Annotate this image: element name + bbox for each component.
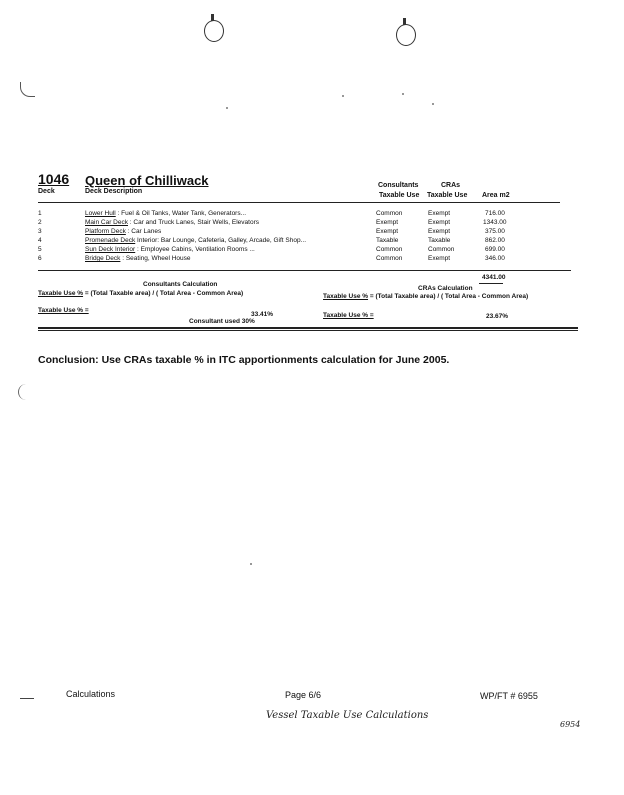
deck-description [85, 236, 306, 245]
deck-description [85, 245, 255, 254]
deck-description [85, 254, 191, 263]
cras-formula [323, 293, 528, 300]
header-area: Area m2 [482, 192, 510, 199]
punch-hole-right [396, 24, 416, 46]
deck-number: 1 [38, 210, 42, 217]
conclusion-text: Conclusion: Use CRAs taxable % in ITC apportionments calculation for June 2005. [38, 354, 450, 366]
handwritten-page-number: 6954 [560, 720, 581, 729]
cra-use: Exempt [428, 210, 451, 217]
area-value: 862.00 [485, 237, 505, 244]
consultant-use: Common [376, 255, 403, 262]
deck-description [85, 227, 161, 236]
table-bottom-rule [38, 270, 571, 271]
header-deck-description: Deck Description [85, 188, 143, 195]
formula-label: Taxable Use % [38, 290, 84, 297]
handwritten-note: Vessel Taxable Use Calculations [266, 710, 429, 721]
total-underline [479, 283, 503, 284]
punch-hole-left [204, 20, 224, 42]
consultants-formula [38, 290, 243, 297]
header-cras-bottom: Taxable Use [427, 192, 468, 199]
cra-use: Common [428, 246, 455, 253]
document-number: 1046 [38, 171, 70, 187]
scan-speck [342, 95, 344, 97]
consultants-note: Consultant used 30% [189, 318, 255, 325]
deck-detail: : Car and Truck Lanes, Stair Wells, Elevators [127, 219, 259, 226]
footer-left: Calculations [66, 689, 116, 699]
cra-use: Exempt [428, 255, 451, 262]
calc-bottom-rule [38, 330, 578, 331]
cra-use: Exempt [428, 219, 451, 226]
cra-use: Exempt [428, 228, 451, 235]
margin-mark [18, 384, 29, 400]
table-row [38, 236, 578, 245]
header-cras-top: CRAs [441, 182, 461, 189]
deck-detail: : Employee Cabins, Ventilation Rooms ... [135, 246, 255, 253]
header-deck: Deck [38, 188, 55, 195]
header-consultants-top: Consultants [378, 182, 419, 189]
header-consultants-bottom: Taxable Use [379, 192, 420, 199]
formula-rest: = (Total Taxable area) / ( Total Area - Common Area) [83, 290, 244, 297]
deck-description [85, 218, 259, 227]
deck-detail: : Fuel & Oil Tanks, Water Tank, Generators... [115, 210, 247, 217]
area-value: 375.00 [485, 228, 505, 235]
area-value: 699.00 [485, 246, 505, 253]
calc-bottom-rule [38, 327, 578, 329]
footer-reference: WP/FT # 6955 [480, 691, 538, 701]
deck-name: Bridge Deck [85, 255, 121, 262]
total-area: 4341.00 [482, 274, 506, 281]
footer-page: Page 6/6 [285, 690, 322, 700]
scan-speck [432, 103, 434, 105]
deck-name: Platform Deck [85, 228, 126, 235]
consultant-use: Exempt [376, 228, 399, 235]
table-row [38, 209, 578, 218]
deck-detail: Interior: Bar Lounge, Cafeteria, Galley, Arcade, Gift Shop... [135, 237, 307, 244]
table-row [38, 254, 578, 263]
cras-result-value: 23.67% [486, 313, 509, 320]
cras-calc-title: CRAs Calculation [418, 285, 473, 292]
area-value: 1343.00 [483, 219, 507, 226]
table-row [38, 245, 578, 254]
deck-description [85, 209, 246, 218]
table-row [38, 218, 578, 227]
formula-label: Taxable Use % [323, 293, 369, 300]
consultant-use: Common [376, 210, 403, 217]
vessel-name: Queen of Chilliwack [85, 173, 209, 188]
header-rule [38, 202, 560, 203]
margin-mark [20, 82, 35, 97]
table-row [38, 227, 578, 236]
consultant-use: Taxable [376, 237, 399, 244]
scan-speck [226, 107, 228, 109]
scan-speck [250, 563, 252, 565]
area-value: 346.00 [485, 255, 505, 262]
consultants-result-label: Taxable Use % = [38, 307, 89, 314]
consultant-use: Common [376, 246, 403, 253]
formula-rest: = (Total Taxable area) / ( Total Area - Common Area) [368, 293, 529, 300]
deck-number: 6 [38, 255, 42, 262]
deck-detail: : Seating, Wheel House [120, 255, 191, 262]
cras-result-label: Taxable Use % = [323, 312, 374, 319]
deck-number: 4 [38, 237, 42, 244]
deck-detail: : Car Lanes [125, 228, 162, 235]
scan-speck [402, 93, 404, 95]
consultants-calc-title: Consultants Calculation [143, 281, 218, 288]
deck-name: Sun Deck Interior [85, 246, 136, 253]
consultant-use: Exempt [376, 219, 399, 226]
deck-number: 2 [38, 219, 42, 226]
footer-margin-mark [20, 698, 34, 699]
deck-name: Lower Hull [85, 210, 116, 217]
deck-name: Promenade Deck [85, 237, 136, 244]
cra-use: Taxable [428, 237, 451, 244]
area-value: 716.00 [485, 210, 505, 217]
deck-number: 3 [38, 228, 42, 235]
deck-name: Main Car Deck [85, 219, 128, 226]
deck-number: 5 [38, 246, 42, 253]
consultants-result-value: 33.41% [251, 311, 274, 318]
